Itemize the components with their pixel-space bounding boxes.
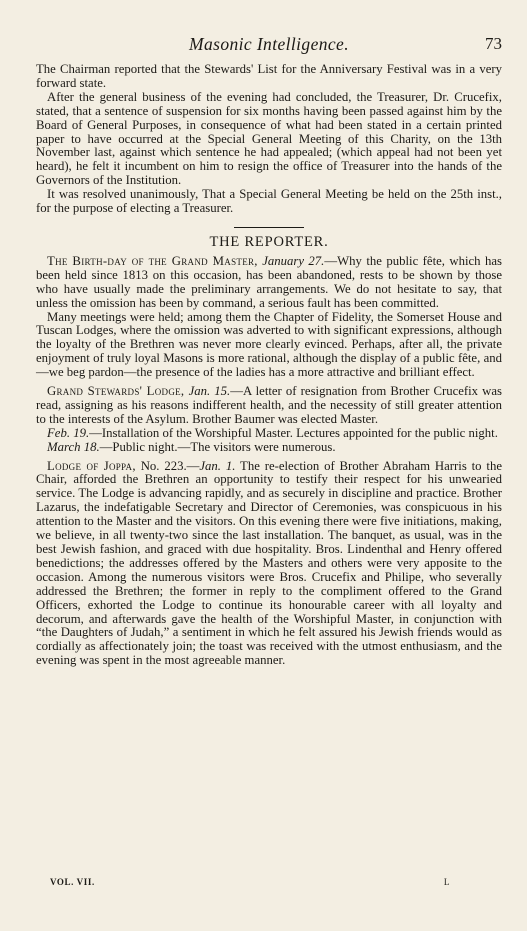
- section-divider: [234, 227, 304, 228]
- paragraph-stewards-lodge: [36, 385, 502, 427]
- gathering-signature: L: [443, 877, 450, 887]
- running-title: Masonic Intelligence.: [188, 34, 349, 54]
- paragraph-birthday: [36, 255, 502, 311]
- birthday-date: January 27.: [262, 253, 325, 268]
- intro-paragraph-treasurer: After the general business of the evening had concluded, the Treasurer, Dr. Crucefix, stated, that a sentence of suspension for six months having been passed against him by the Board of General Purposes, in consequence of what had been stated in a certain printed paper to have occurred at the Special General Meeting of this Charity, on the 13th November last, against which sentence he had appealed; (which appeal had not been yet heard), he felt it incumbent on him to resign the office of Treasurer into the hands of the Governors of the Institution.: [36, 89, 502, 188]
- section-title: THE REPORTER.: [209, 233, 329, 250]
- march-date: March 18.: [47, 439, 100, 454]
- feb-text: —Installation of the Worshipful Master. Lectures appointed for the public night.: [89, 425, 498, 440]
- intro-paragraph-resolution: It was resolved unanimously, That a Special General Meeting be held on the 25th inst., for the purpose of electing a Treasurer.: [36, 187, 502, 216]
- page-footer: [50, 877, 450, 889]
- stewards-heading: Grand Stewards' Lodge,: [47, 384, 185, 399]
- stewards-date: Jan. 15.: [188, 384, 231, 399]
- paragraph-joppa: [36, 460, 502, 669]
- intro-paragraph-chairman: The Chairman reported that the Stewards' List for the Anniversary Festival was in a very forward state.: [36, 62, 502, 90]
- page-header: [36, 34, 502, 56]
- feb-date: Feb. 19.: [47, 425, 90, 440]
- stewards-text: —A letter of resignation from Brother Crucefix was read, assigning as his reasons indifferent health, and the necessity of still greater attention to the interests of the Asylum. Brother Baumer was elected Master.: [36, 384, 503, 426]
- page-body: [36, 63, 502, 668]
- paragraph-march: [36, 441, 502, 455]
- birthday-text: —Why the public fête, which has been held since 1813 on this occasion, has been abandoned, rests to be shown by those who have usually made the preliminary arrangements. We do not hesitate to say, that unless the omission has been by command, a serious fault has been committed.: [36, 253, 502, 310]
- joppa-number: No. 223.—: [135, 458, 200, 473]
- paragraph-feb: [36, 427, 502, 441]
- birthday-heading: The Birth-day of the Grand Master,: [47, 253, 258, 268]
- volume-signature: VOL. VII.: [50, 877, 95, 887]
- march-text: —Public night.—The visitors were numerous.: [99, 439, 336, 454]
- page-number: 73: [485, 34, 502, 53]
- joppa-date: Jan. 1.: [199, 458, 236, 473]
- joppa-heading: Lodge of Joppa,: [47, 458, 136, 473]
- paragraph-meetings: Many meetings were held; among them the Chapter of Fidelity, the Somerset House and Tuscan Lodges, where the omission was adverted to with significant expressions, although the loyalty of the Brethren was never more clearly evinced. Perhaps, after all, the private enjoyment of truly loyal Masons is more rational, although the display of a public fête, and—we beg pardon—the presence of the ladies has a more attractive and brilliant effect.: [36, 309, 502, 380]
- joppa-text: The re-election of Brother Abraham Harris to the Chair, afforded the Brethren an opportunity to testify their respect for his unwearied service. The Lodge is advancing rapidly, and as securely in discipline and practice. Brother Lazarus, the indefatigable Secretary and Director of Ceremonies, was conspicuous in his attention to the Master and the visitors. On this evening there were five initiations, making, we believe, in all twenty-two since the last installation. The banquet, as usual, was in the best Jewish fashion, and graced with due hospitality. Bros. Lindenthal and Henry offered benedictions; the addresses offered by the Masters and others were very apposite to the occasion. Among the numerous visitors were Bros. Crucefix and Philipe, who severally addressed the Brethren; the former in reply to the compliment offered to the Grand Officers, exhorted the Lodge to continue its honourable career with all loyalty and decorum, and afterwards gave the health of the Worshipful Master, in conjunction with “the Daughters of Judah,” a sentiment in which he felt assured his Jewish friends would as cordially as affectionately join; the toast was received with the utmost enthusiasm, and the evening was spent in the most agreeable manner.: [36, 458, 502, 668]
